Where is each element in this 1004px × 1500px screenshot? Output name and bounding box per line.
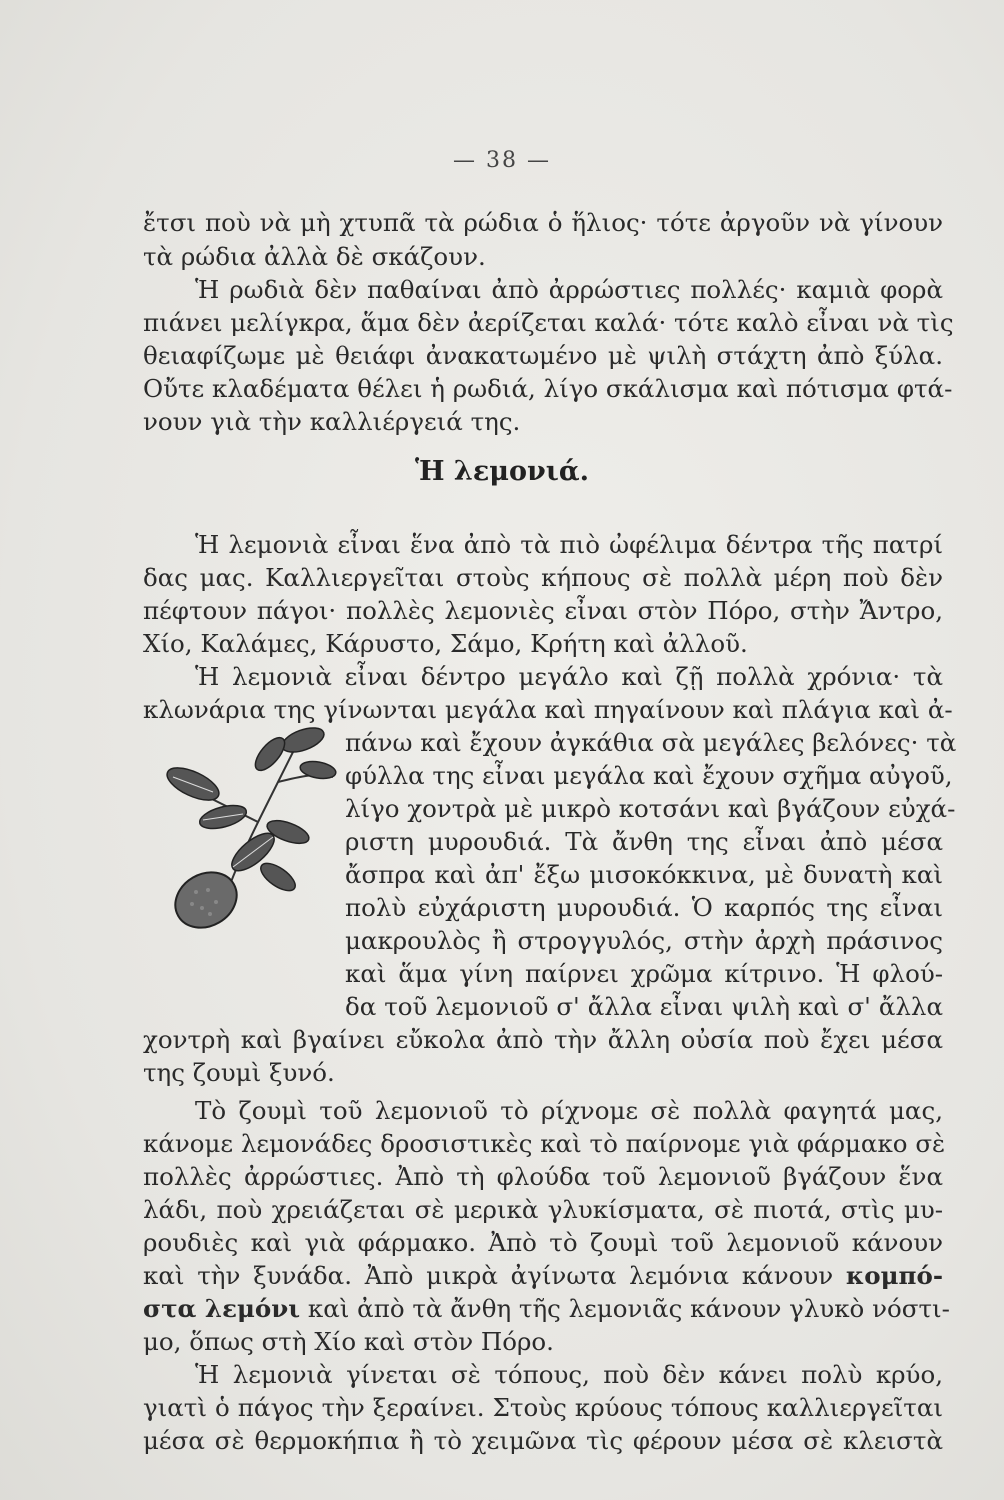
text-run: καὶ ἀπὸ τὰ ἄνθη τῆς λεμονιᾶς κάνουν γλυκὸ νόστι- <box>300 1294 950 1323</box>
text-line: Οὔτε κλαδέματα θέλει ἡ ρωδιά, λίγο σκάλισμα καὶ πότισμα φτά- <box>143 374 953 403</box>
text-line: Ἡ λεμονιὰ εἶναι δέντρο μεγάλο καὶ ζῇ πολλὰ χρόνια· τὰ <box>195 662 943 691</box>
text-line: τὰ ρώδια ἀλλὰ δὲ σκάζουν. <box>143 242 486 271</box>
text-line: κάνομε λεμονάδες δροσιστικὲς καὶ τὸ παίρνομε γιὰ φάρμακο σὲ <box>143 1129 946 1158</box>
text-line: χοντρὴ καὶ βγαίνει εὔκολα ἀπὸ τὴν ἄλλη οὐσία ποὺ ἔχει μέσα <box>143 1025 943 1054</box>
text-line: ἄσπρα καὶ ἀπ' ἔξω μισοκόκκινα, μὲ δυνατὴ καὶ <box>345 860 943 889</box>
text-line: καὶ ἅμα γίνη παίρνει χρῶμα κίτρινο. Ἡ φλού- <box>345 959 943 988</box>
text-line: Ἡ ρωδιὰ δὲν παθαίναι ἀπὸ ἀρρώστιες πολλές· καμιὰ φορὰ <box>195 275 943 304</box>
text-run: καὶ τὴν ξυνάδα. Ἀπὸ μικρὰ ἀγίνωτα λεμόνια κάνουν <box>143 1261 846 1290</box>
text-line: Τὸ ζουμὶ τοῦ λεμονιοῦ τὸ ρίχνομε σὲ πολλὰ φαγητά μας, <box>195 1096 943 1125</box>
text-line: δας μας. Καλλιεργεῖται στοὺς κήπους σὲ πολλὰ μέρη ποὺ δὲν <box>143 563 943 592</box>
text-line: γιατὶ ὁ πάγος τὴν ξεραίνει. Στοὺς κρύους τόπους καλλιεργεῖται <box>143 1393 943 1422</box>
text-line: πάνω καὶ ἔχουν ἀγκάθια σὰ μεγάλες βελόνες· τὰ <box>345 728 957 757</box>
text-line: φύλλα της εἶναι μεγάλα καὶ ἔχουν σχῆμα αὐγοῦ, <box>345 761 953 790</box>
text-line <box>143 1292 950 1326</box>
section-title: Ἡ λεμονιά. <box>414 456 590 487</box>
lemon-branch-icon <box>158 722 340 932</box>
text-line: λάδι, ποὺ χρειάζεται σὲ μερικὰ γλυκίσματα, σὲ πιοτά, στὶς μυ- <box>143 1195 943 1224</box>
text-line: της ζουμὶ ξυνό. <box>143 1058 335 1087</box>
text-line: κλωνάρια της γίνωνται μεγάλα καὶ πηγαίνουν καὶ πλάγια καὶ ἀ- <box>143 695 953 724</box>
text-line: μακρουλὸς ἢ στρογγυλός, στὴν ἀρχὴ πράσινος <box>345 926 943 955</box>
text-line: Ἡ λεμονιὰ γίνεται σὲ τόπους, ποὺ δὲν κάνει πολὺ κρύο, <box>195 1360 943 1389</box>
text-line: θειαφίζωμε μὲ θειάφι ἀνακατωμένο μὲ ψιλὴ στάχτη ἀπὸ ξύλα. <box>143 341 943 370</box>
text-line <box>143 1259 943 1293</box>
bold-term: κομπό- <box>845 1261 943 1290</box>
text-line: πολὺ εὐχάριστη μυρουδιά. Ὁ καρπός της εἶναι <box>345 893 943 922</box>
text-line: δα τοῦ λεμονιοῦ σ' ἄλλα εἶναι ψιλὴ καὶ σ' ἄλλα <box>345 992 943 1021</box>
text-line: νουν γιὰ τὴν καλλιέργειά της. <box>143 407 521 436</box>
text-line: λίγο χοντρὰ μὲ μικρὸ κοτσάνι καὶ βγάζουν εὐχά- <box>345 794 956 823</box>
text-line: μο, ὅπως στὴ Χίο καὶ στὸν Πόρο. <box>143 1327 554 1356</box>
page-number: — 38 — <box>453 148 551 173</box>
text-line: ρουδιὲς καὶ γιὰ φάρμακο. Ἀπὸ τὸ ζουμὶ τοῦ λεμονιοῦ κάνουν <box>143 1228 943 1257</box>
text-line: ἔτσι ποὺ νὰ μὴ χτυπᾶ τὰ ρώδια ὁ ἥλιος· τότε ἀργοῦν νὰ γίνουν <box>143 208 943 237</box>
text-line: Χίο, Καλάμες, Κάρυστο, Σάμο, Κρήτη καὶ ἀλλοῦ. <box>143 629 748 658</box>
text-line: μέσα σὲ θερμοκήπια ἢ τὸ χειμῶνα τὶς φέρουν μέσα σὲ κλειστὰ <box>143 1426 943 1455</box>
text-line: ριστη μυρουδιά. Τὰ ἄνθη της εἶναι ἀπὸ μέσα <box>345 827 943 856</box>
bold-term: στα λεμόνι <box>143 1294 301 1323</box>
text-line: πολλὲς ἀρρώστιες. Ἀπὸ τὴ φλούδα τοῦ λεμονιοῦ βγάζουν ἕνα <box>143 1162 943 1191</box>
text-line: πιάνει μελίγκρα, ἅμα δὲν ἀερίζεται καλά· τότε καλὸ εἶναι νὰ τὶς <box>143 308 954 337</box>
text-line: πέφτουν πάγοι· πολλὲς λεμονιὲς εἶναι στὸν Πόρο, στὴν Ἄντρο, <box>143 596 943 625</box>
text-line: Ἡ λεμονιὰ εἶναι ἕνα ἀπὸ τὰ πιὸ ὠφέλιμα δέντρα τῆς πατρί <box>195 530 943 559</box>
